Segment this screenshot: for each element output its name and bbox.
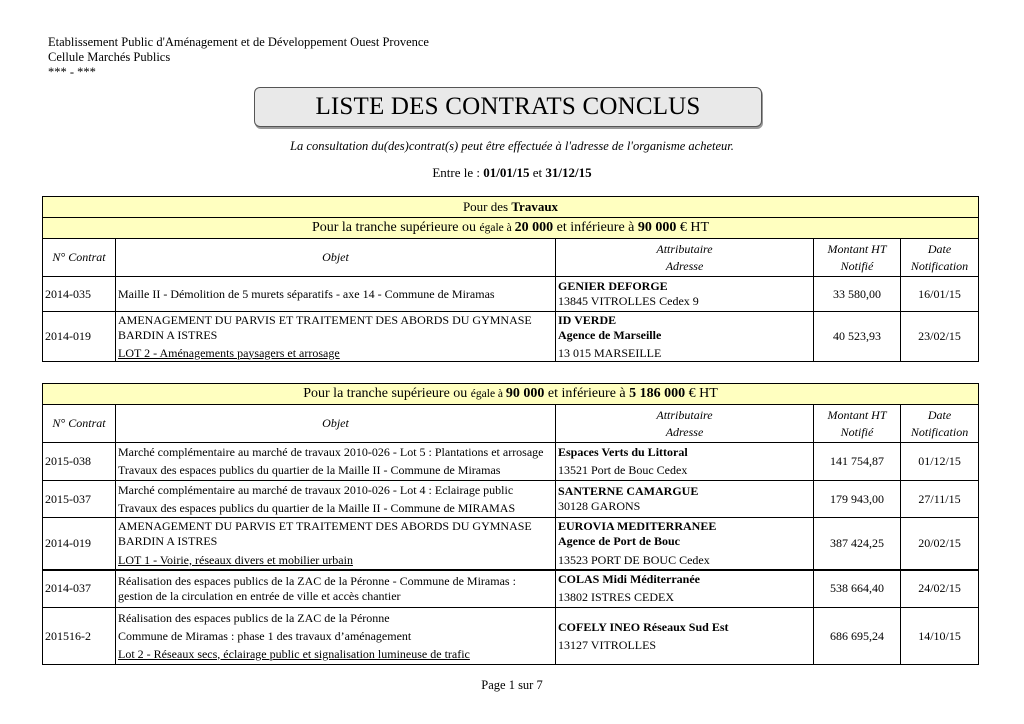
org-name: Etablissement Public d'Aménagement et de Développement Ouest Provence: [48, 35, 429, 49]
category-band: [43, 197, 979, 218]
contract-awardee: GENIER DEFORGE 13845 VITROLLES Cedex 9: [556, 277, 814, 312]
period-prefix: Entre le :: [432, 165, 484, 180]
contract-id: 2014-019: [43, 518, 116, 570]
contract-awardee: EUROVIA MEDITERRANEE Agence de Port de Bouc 13523 PORT DE BOUC Cedex: [556, 518, 814, 570]
contract-amount: 179 943,00: [814, 481, 901, 518]
contract-id: 201516-2: [43, 608, 116, 665]
table-header: [43, 405, 979, 443]
header-contract-no: N° Contrat: [43, 405, 116, 443]
table-row: [43, 312, 979, 362]
band-low: 20 000: [514, 220, 554, 235]
contract-amount: 686 695,24: [814, 608, 901, 665]
contract-amount: 40 523,93: [814, 312, 901, 362]
contract-id: 2014-035: [43, 277, 116, 312]
amount-band: Pour la tranche supérieure ou égale à 20 000 et inférieure à 90 000 € HT: [43, 218, 979, 239]
contract-object: Réalisation des espaces publics de la ZAC de la Péronne - Commune de Miramas : gestion de la circulation en entrée de ville et accès chantier: [116, 570, 556, 608]
contract-date: 23/02/15: [901, 312, 979, 362]
table-row: [43, 608, 979, 665]
org-department: Cellule Marchés Publics: [48, 50, 171, 64]
contract-awardee: COLAS Midi Méditerranée 13802 ISTRES CEDEX: [556, 570, 814, 608]
contract-id: 2014-019: [43, 312, 116, 362]
organization-header: [48, 35, 429, 80]
period: [0, 165, 1024, 181]
contract-date: 14/10/15: [901, 608, 979, 665]
contract-amount: 538 664,40: [814, 570, 901, 608]
page-number: Page 1 sur 7: [481, 678, 543, 692]
category-prefix: Pour des: [462, 199, 512, 214]
table-row: [43, 570, 979, 608]
band-high: 90 000: [637, 220, 677, 235]
header-awardee: Attributaire Adresse: [556, 405, 814, 443]
contract-date: 16/01/15: [901, 277, 979, 312]
contract-amount: 387 424,25: [814, 518, 901, 570]
table-row: [43, 277, 979, 312]
band-low: 90 000: [505, 386, 545, 401]
contract-id: 2014-037: [43, 570, 116, 608]
header-contract-no: N° Contrat: [43, 239, 116, 277]
table-row: [43, 518, 979, 570]
table-header: [43, 239, 979, 277]
contract-object: Marché complémentaire au marché de travaux 2010-026 - Lot 5 : Plantations et arrosage Travaux des espaces publics du quartier de la Maille II - Commune de Miramas: [116, 443, 556, 481]
contract-object: AMENAGEMENT DU PARVIS ET TRAITEMENT DES ABORDS DU GYMNASE BARDIN A ISTRES LOT 2 - Aménagements paysagers et arrosage: [116, 312, 556, 362]
contract-date: 24/02/15: [901, 570, 979, 608]
contract-awardee: COFELY INEO Réseaux Sud Est 13127 VITROLLES: [556, 608, 814, 665]
page-title: LISTE DES CONTRATS CONCLUS: [254, 87, 762, 127]
contract-awardee: Espaces Verts du Littoral 13521 Port de Bouc Cedex: [556, 443, 814, 481]
contract-object: Maille II - Démolition de 5 murets séparatifs - axe 14 - Commune de Miramas: [116, 277, 556, 312]
contract-id: 2015-038: [43, 443, 116, 481]
contract-amount: 141 754,87: [814, 443, 901, 481]
contracts-table-travaux-low: [42, 196, 979, 362]
band-high: 5 186 000: [629, 386, 686, 401]
consultation-note: La consultation du(des)contrat(s) peut être effectuée à l'adresse de l'organisme acheteur.: [290, 139, 734, 153]
header-object: Objet: [116, 405, 556, 443]
contracts-table-travaux-high: [42, 383, 979, 665]
contract-date: 01/12/15: [901, 443, 979, 481]
org-ref: *** - ***: [48, 65, 96, 79]
period-start: 01/01/15: [483, 165, 530, 180]
table-row: [43, 443, 979, 481]
header-date: Date Notification: [901, 405, 979, 443]
contract-amount: 33 580,00: [814, 277, 901, 312]
contract-object: Marché complémentaire au marché de travaux 2010-026 - Lot 4 : Eclairage public Travaux des espaces publics du quartier de la Maille II - Commune de MIRAMAS: [116, 481, 556, 518]
header-date: Date Notification: [901, 239, 979, 277]
period-end: 31/12/15: [545, 165, 592, 180]
header-awardee: Attributaire Adresse: [556, 239, 814, 277]
contract-awardee: SANTERNE CAMARGUE 30128 GARONS: [556, 481, 814, 518]
contract-awardee: ID VERDE Agence de Marseille 13 015 MARSEILLE: [556, 312, 814, 362]
period-conj: et: [529, 165, 546, 180]
contract-date: 27/11/15: [901, 481, 979, 518]
contract-object: AMENAGEMENT DU PARVIS ET TRAITEMENT DES ABORDS DU GYMNASE BARDIN A ISTRES LOT 1 - Voirie, réseaux divers et mobilier urbain: [116, 518, 556, 570]
header-object: Objet: [116, 239, 556, 277]
category-name: Travaux: [511, 199, 559, 214]
header-amount: Montant HT Notifié: [814, 239, 901, 277]
contract-object: Réalisation des espaces publics de la ZAC de la Péronne Commune de Miramas : phase 1 des travaux d’aménagement Lot 2 - Réseaux secs, éclairage public et signalisation lumineuse de trafic: [116, 608, 556, 665]
amount-band: Pour la tranche supérieure ou égale à 90 000 et inférieure à 5 186 000 € HT: [43, 384, 979, 405]
table-row: [43, 481, 979, 518]
contract-date: 20/02/15: [901, 518, 979, 570]
contract-id: 2015-037: [43, 481, 116, 518]
header-amount: Montant HT Notifié: [814, 405, 901, 443]
